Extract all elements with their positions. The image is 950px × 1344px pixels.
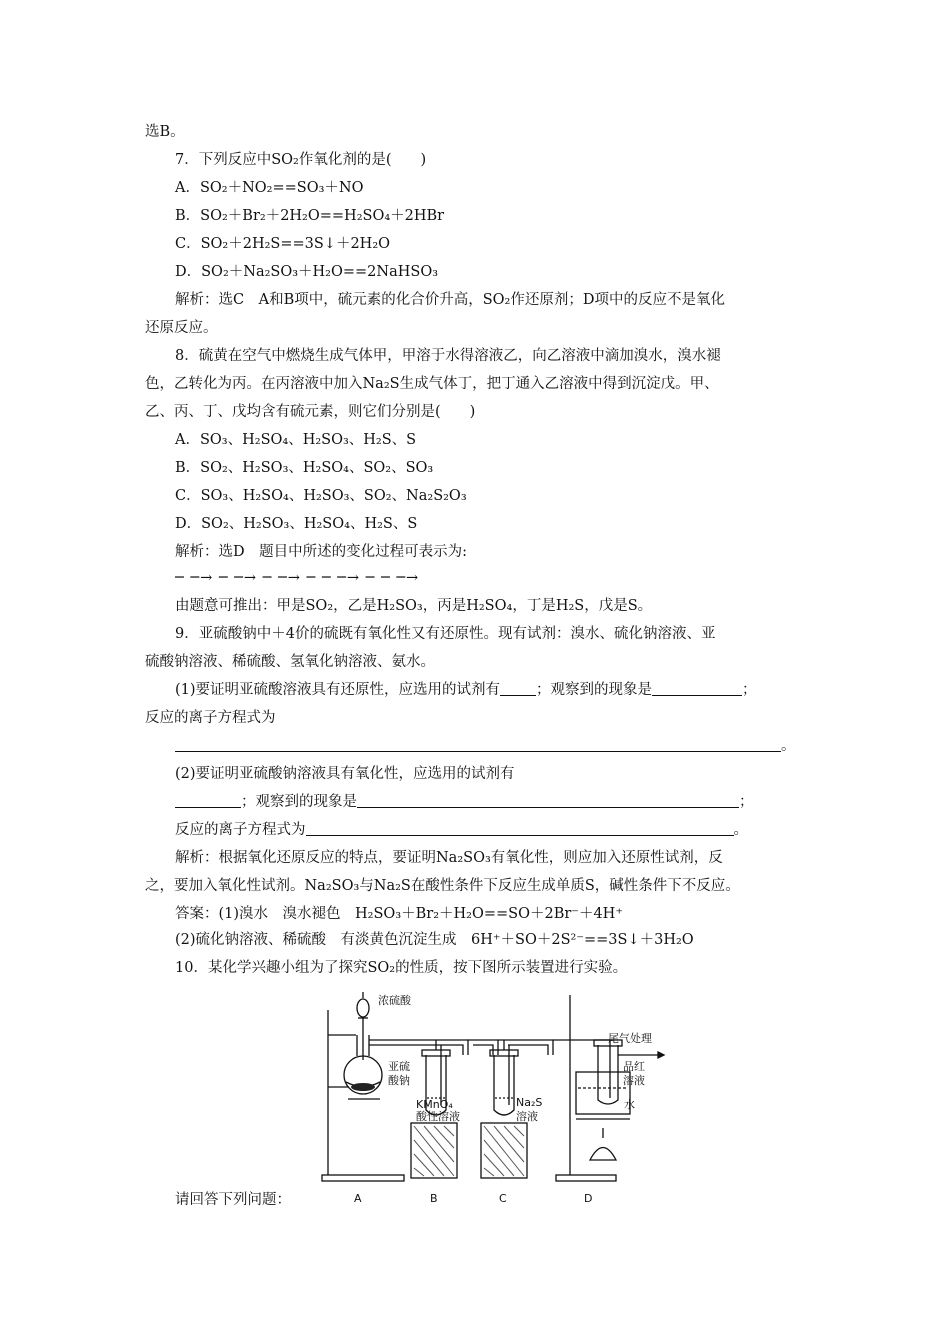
stand-base — [556, 1175, 616, 1181]
label-sulfite: 酸钠 — [388, 1074, 410, 1087]
option-b: B．SO₂、H₂SO₃、H₂SO₄、SO₂、SO₃ — [175, 460, 434, 476]
label-c: C — [499, 1192, 507, 1205]
answer-blank — [175, 737, 781, 752]
answer-blank — [652, 681, 742, 696]
option-c: C．SO₂＋2H₂S==3S↓＋2H₂O — [175, 236, 391, 252]
test-tube-c — [494, 1055, 514, 1115]
answer-blank — [500, 681, 536, 696]
alcohol-lamp — [590, 1148, 616, 1161]
answer-blank — [357, 793, 739, 808]
label-water: 水 — [624, 1098, 635, 1111]
test-tube-d — [598, 1045, 618, 1104]
label-conc-acid: 浓硫酸 — [378, 994, 411, 1007]
label-pink-red: 溶液 — [623, 1074, 645, 1087]
text-line: 之，要加入氧化性试剂。Na₂SO₃与Na₂S在酸性条件下反应生成单质S，碱性条件下不反应。 — [145, 878, 740, 894]
subquestion-1: (1)要证明亚硫酸溶液具有还原性，应选用的试剂有 ；观察到的现象是 ； — [175, 682, 757, 698]
text-line: 色，乙转化为丙。在丙溶液中加入Na₂S生成气体丁，把丁通入乙溶液中得到沉淀戊。甲、 — [145, 376, 719, 392]
water-bath — [576, 1072, 630, 1114]
answer-line: ；观察到的现象是 ； — [175, 792, 754, 812]
label-na2s: Na₂S — [516, 1096, 543, 1109]
answer-9-1: 答案：(1)溴水 溴水褪色 H₂SO₃＋Br₂＋H₂O==SO＋2Br⁻＋4H⁺ — [175, 906, 623, 922]
question-7: 7．下列反应中SO₂作氧化剂的是( ) — [175, 152, 427, 168]
text-line: 由题意可推出：甲是SO₂，乙是H₂SO₃，丙是H₂SO₄，丁是H₂S，戊是S。 — [175, 598, 653, 614]
option-a: A．SO₂＋NO₂==SO₃＋NO — [175, 180, 364, 196]
option-b: B．SO₂＋Br₂＋2H₂O==H₂SO₄＋2HBr — [175, 208, 445, 224]
answer-line: 。 — [175, 736, 796, 756]
text-line: 硫酸钠溶液、稀硫酸、氢氧化钠溶液、氨水。 — [145, 654, 435, 670]
text-line: 还原反应。 — [145, 320, 218, 336]
label-b: B — [430, 1192, 438, 1205]
analysis-9: 解析：根据氧化还原反应的特点，要证明Na₂SO₃有氧化性，则应加入还原性试剂，反 — [175, 850, 723, 866]
apparatus-diagram — [318, 990, 678, 1220]
question-9: 9．亚硫酸钠中＋4价的硫既有氧化性又有还原性。现有试剂：溴水、硫化钠溶液、亚 — [175, 626, 716, 642]
option-d: D．SO₂、H₂SO₃、H₂SO₄、H₂S、S — [175, 516, 418, 532]
label-d: D — [584, 1192, 593, 1205]
label-pink-red: 品红 — [623, 1060, 645, 1073]
question-8: 8．硫黄在空气中燃烧生成气体甲，甲溶于水得溶液乙，向乙溶液中滴加溴水，溴水褪 — [175, 348, 721, 364]
label-kmno4: 酸性溶液 — [416, 1110, 460, 1123]
analysis-7: 解析：选C A和B项中，硫元素的化合价升高，SO₂作还原剂；D项中的反应不是氧化 — [175, 292, 725, 308]
stand-base — [322, 1175, 404, 1181]
answer-line: 反应的离子方程式为 。 — [175, 822, 748, 838]
text-line: 乙、丙、丁、戊均含有硫元素，则它们分别是( ) — [145, 404, 476, 420]
option-c: C．SO₃、H₂SO₄、H₂SO₃、SO₂、Na₂S₂O₃ — [175, 488, 467, 504]
conversion-arrows: ─ ─→ ─ ─→ ─ ─→ ─ ─ ─→ ─ ─ ─→ — [175, 570, 420, 586]
text-line: 请回答下列问题： — [175, 1192, 291, 1208]
label-na2s: 溶液 — [516, 1110, 538, 1123]
text-line: 选B。 — [145, 124, 185, 140]
label-kmno4: KMnO₄ — [416, 1098, 453, 1111]
analysis-8: 解析：选D 题目中所述的变化过程可表示为: — [175, 544, 468, 560]
subquestion-2: (2)要证明亚硫酸钠溶液具有氧化性，应选用的试剂有 — [175, 766, 515, 782]
label-sulfite: 亚硫 — [388, 1060, 410, 1073]
option-a: A．SO₃、H₂SO₄、H₂SO₃、H₂S、S — [175, 432, 417, 448]
answer-9-2: (2)硫化钠溶液、稀硫酸 有淡黄色沉淀生成 6H⁺＋SO＋2S²⁻==3S↓＋3H₂O — [175, 932, 694, 948]
question-10: 10．某化学兴趣小组为了探究SO₂的性质，按下图所示装置进行实验。 — [175, 960, 628, 976]
option-d: D．SO₂＋Na₂SO₃＋H₂O==2NaHSO₃ — [175, 264, 439, 280]
dropping-funnel — [357, 999, 369, 1017]
answer-blank — [306, 821, 734, 836]
text-line: 反应的离子方程式为 — [145, 710, 276, 726]
label-a: A — [354, 1192, 362, 1205]
label-tail-gas: 尾气处理 — [608, 1032, 652, 1045]
answer-blank — [175, 793, 241, 808]
